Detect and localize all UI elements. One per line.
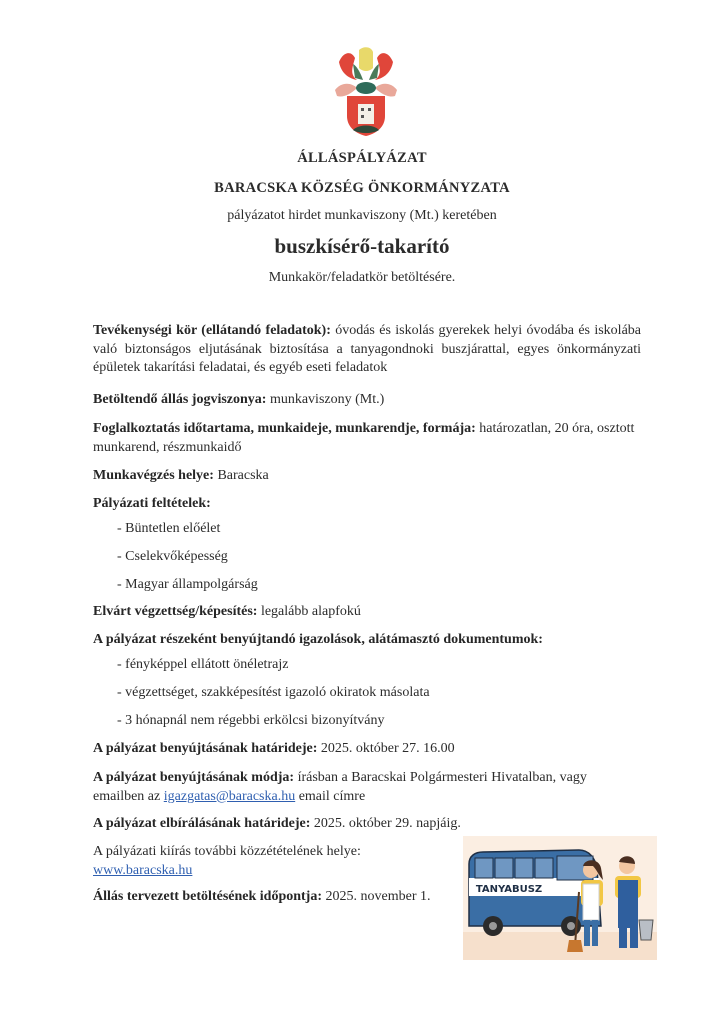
start-label: Állás tervezett betöltésének időpontja:: [93, 889, 323, 904]
coat-of-arms-icon: [333, 44, 399, 138]
publication-text: A pályázati kiírás további közzétételének helye:: [93, 844, 361, 859]
evaluation-section: [93, 815, 641, 834]
legal-relation-value: munkaviszony (Mt.): [269, 392, 385, 407]
submission-value-after: email címre: [298, 788, 366, 804]
document-item: - fényképpel ellátott önéletrajz: [117, 657, 289, 672]
subtitle-2: Munkakör/feladatkör betöltésére.: [268, 270, 456, 285]
start-value: 2025. november 1.: [325, 889, 431, 904]
evaluation-value: 2025. október 29. napjáig.: [313, 816, 461, 831]
employment-section: [93, 420, 641, 457]
conditions-label-text: Pályázati feltételek:: [93, 496, 211, 511]
condition-item: - Büntetlen előélet: [117, 521, 221, 536]
condition-item: - Magyar állampolgárság: [117, 577, 258, 592]
evaluation-label: A pályázat elbírálásának határideje:: [93, 816, 311, 831]
conditions-label: [93, 495, 641, 514]
deadline-section: [93, 740, 641, 759]
employment-value: határozatlan, 20 óra, osztott munkarend, részmunkaidő: [93, 421, 635, 455]
workplace-value: Baracska: [217, 468, 269, 483]
documents-label-text: A pályázat részeként benyújtandó igazolások, alátámasztó dokumentumok:: [93, 632, 543, 647]
education-value: legalább alapfokú: [260, 604, 361, 619]
education-label: Elvárt végzettség/képesítés:: [93, 604, 258, 619]
documents-label: [93, 631, 641, 650]
condition-item: - Cselekvőképesség: [117, 549, 228, 564]
deadline-value: 2025. október 27. 16.00: [320, 741, 455, 756]
submission-label: A pályázat benyújtásának módja:: [93, 770, 295, 785]
email-link[interactable]: igazgatas@baracska.hu: [163, 788, 296, 804]
organization-name: BARACSKA KÖZSÉG ÖNKORMÁNYZATA: [214, 180, 510, 196]
position-title: buszkísérő-takarító: [274, 234, 450, 258]
legal-relation-label: Betöltendő állás jogviszonya:: [93, 392, 267, 407]
activity-value: óvodás és iskolás gyerekek helyi óvodába és iskolába való biztonságos eljutásának biztosítása a tanyagondnoki buszjárattal, egyes önkormányzati épületek takarítási feladatai, és egyéb eseti feladatok: [93, 323, 641, 375]
legal-relation-section: [93, 391, 641, 410]
website-link[interactable]: www.baracska.hu: [93, 862, 193, 878]
submission-section: [93, 769, 613, 806]
page-title: ÁLLÁSPÁLYÁZAT: [297, 150, 427, 166]
bus-label: TANYABUSZ: [475, 884, 543, 895]
activity-section: [93, 322, 641, 378]
tanyabusz-bus-icon: [463, 836, 657, 960]
subtitle: pályázatot hirdet munkaviszony (Mt.) keretében: [227, 208, 497, 223]
education-section: [93, 603, 641, 622]
submission-value: írásban a Baracskai Polgármesteri Hivatalban, vagy emailben az: [93, 770, 587, 804]
workplace-label: Munkavégzés helye:: [93, 468, 214, 483]
activity-label: Tevékenységi kör (ellátandó feladatok):: [93, 323, 331, 338]
deadline-label: A pályázat benyújtásának határideje:: [93, 741, 318, 756]
document-item: - 3 hónapnál nem régebbi erkölcsi bizonyítvány: [117, 713, 385, 728]
employment-label: Foglalkoztatás időtartama, munkaideje, munkarendje, formája:: [93, 421, 476, 436]
start-section: [93, 888, 453, 907]
bus-illustration: [463, 836, 657, 960]
publication-section: [93, 843, 433, 880]
workplace-section: [93, 467, 641, 486]
document-item: - végzettséget, szakképesítést igazoló okiratok másolata: [117, 685, 430, 700]
